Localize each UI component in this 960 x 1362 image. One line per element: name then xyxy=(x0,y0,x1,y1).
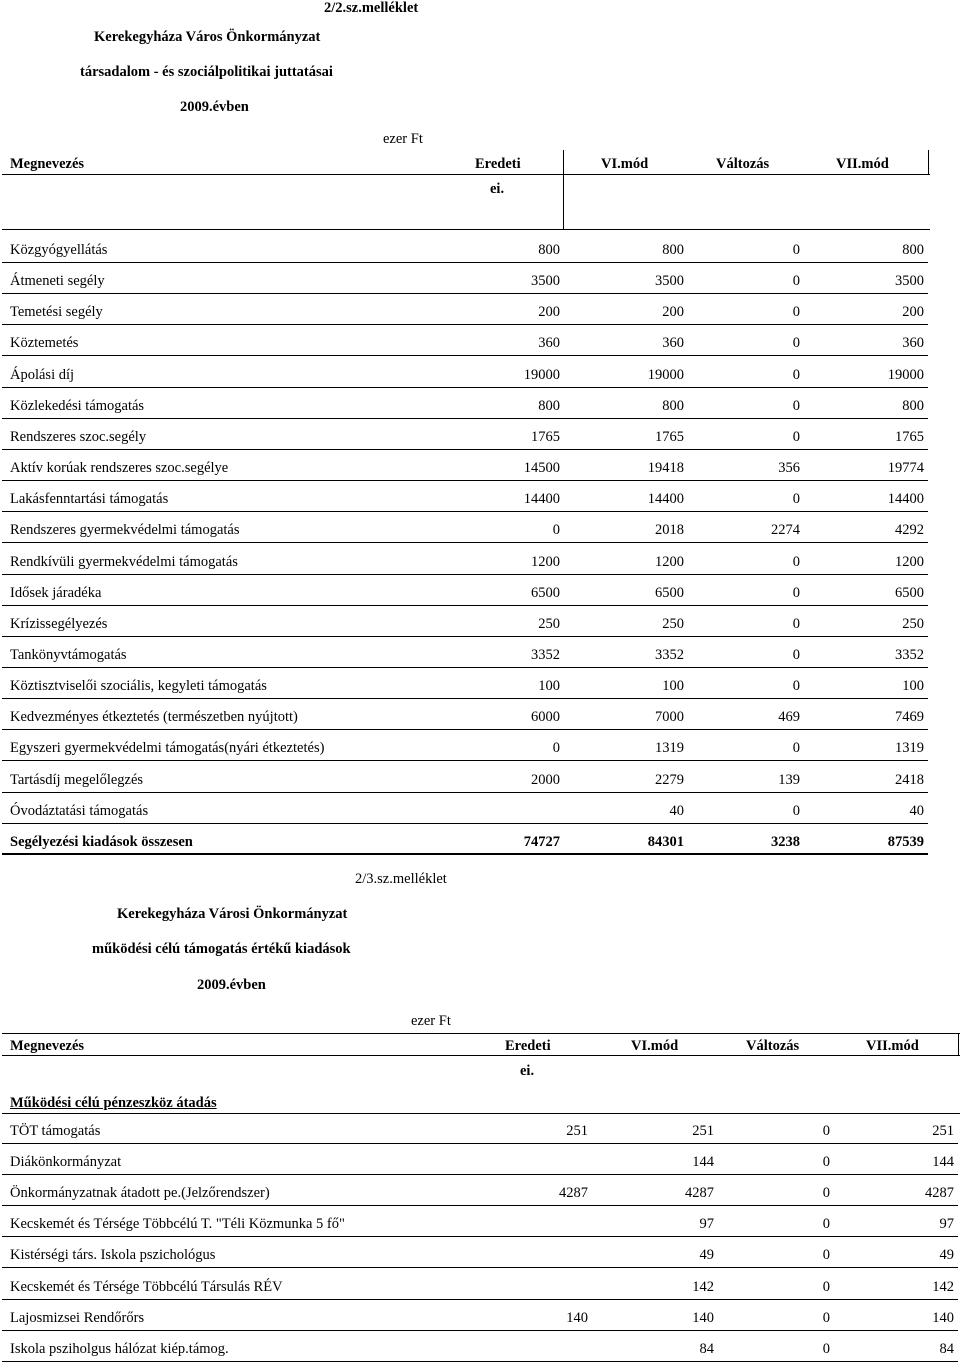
cell-mod6: 3500 xyxy=(655,273,684,290)
cell-mod6: 100 xyxy=(662,678,684,695)
cell-mod6: 250 xyxy=(662,615,684,632)
row-rule xyxy=(2,293,928,294)
unit-label-1: ezer Ft xyxy=(383,131,423,147)
table-row xyxy=(8,362,928,388)
cell-change: 0 xyxy=(792,366,800,383)
cell-mod6: 84301 xyxy=(647,833,684,850)
cell-mod6: 6500 xyxy=(655,584,684,601)
cell-orig: 3500 xyxy=(531,273,560,290)
table-row xyxy=(8,767,928,793)
cell-orig: 14500 xyxy=(523,460,560,477)
row-name: Diákönkormányzat xyxy=(10,1154,122,1171)
cell-orig: 6500 xyxy=(531,584,560,601)
cell-mod6: 7000 xyxy=(655,709,684,726)
row-rule xyxy=(2,418,928,419)
cell-change: 0 xyxy=(822,1216,830,1233)
cell-mod7: 1765 xyxy=(895,428,924,445)
cell-mod6: 4287 xyxy=(685,1185,714,1202)
cell-change: 0 xyxy=(822,1123,830,1139)
row-rule xyxy=(2,853,928,855)
cell-change: 0 xyxy=(822,1309,830,1326)
row-rule xyxy=(2,1299,958,1300)
cell-change: 0 xyxy=(822,1154,830,1171)
cell-mod7: 1319 xyxy=(895,740,924,757)
cell-change: 0 xyxy=(792,615,800,632)
row-rule xyxy=(2,792,928,793)
header-change: Változás xyxy=(716,156,770,172)
section-rule xyxy=(2,1113,960,1114)
row-rule xyxy=(2,1143,958,1144)
unit-label-2: ezer Ft xyxy=(411,1013,451,1029)
row-rule xyxy=(2,636,928,637)
cell-change: 0 xyxy=(792,740,800,757)
row-name: Egyszeri gyermekvédelmi támogatás(nyári étkeztetés) xyxy=(10,740,325,757)
cell-change: 0 xyxy=(822,1340,830,1357)
table-row xyxy=(8,673,928,699)
row-rule xyxy=(2,1174,958,1175)
row-rule xyxy=(2,667,928,668)
cell-change: 0 xyxy=(792,242,800,258)
row-name: Közgyógyellátás xyxy=(10,242,108,258)
table-row xyxy=(8,642,928,668)
table-row xyxy=(8,268,928,294)
cell-mod7: 800 xyxy=(902,397,924,414)
cell-mod6: 1200 xyxy=(655,553,684,570)
cell-mod6: 800 xyxy=(662,397,684,414)
cell-mod7: 144 xyxy=(932,1154,954,1171)
row-rule xyxy=(2,698,928,699)
cell-mod7: 142 xyxy=(932,1278,954,1295)
total-row xyxy=(8,829,928,855)
cell-orig: 2000 xyxy=(531,771,560,788)
cell-orig: 14400 xyxy=(523,491,560,508)
row-name: Lajosmizsei Rendőrőrs xyxy=(10,1309,145,1326)
cell-mod6: 2279 xyxy=(655,771,684,788)
row-rule xyxy=(2,760,928,761)
table-row xyxy=(8,1180,958,1206)
row-name: Rendszeres szoc.segély xyxy=(10,428,147,445)
header-divider-right xyxy=(928,150,929,174)
row-rule xyxy=(2,511,928,512)
row-rule xyxy=(2,542,928,543)
cell-orig: 3352 xyxy=(531,646,560,663)
cell-mod7: 4292 xyxy=(895,522,924,539)
table-row xyxy=(8,1274,958,1300)
cell-orig: 1200 xyxy=(531,553,560,570)
table-row xyxy=(8,486,928,512)
cell-change: 0 xyxy=(792,678,800,695)
header-original: Eredeti xyxy=(505,1038,551,1054)
cell-mod7: 100 xyxy=(902,678,924,695)
cell-mod7: 251 xyxy=(932,1123,954,1139)
header-divider-right xyxy=(958,1033,959,1055)
cell-change: 3238 xyxy=(771,833,800,850)
header-bottom-rule xyxy=(2,229,930,230)
year-1: 2009.évben xyxy=(180,99,249,115)
cell-mod6: 49 xyxy=(699,1247,714,1264)
header-name: Megnevezés xyxy=(10,1038,85,1054)
cell-mod6: 19000 xyxy=(647,366,684,383)
row-name: Köztisztviselői szociális, kegyleti támogatás xyxy=(10,678,267,695)
row-name: Aktív korúak rendszeres szoc.segélye xyxy=(10,460,229,477)
header-mod6: VI.mód xyxy=(601,156,649,172)
row-rule xyxy=(2,449,928,450)
header-top-rule xyxy=(2,1033,960,1034)
cell-orig: 100 xyxy=(538,678,560,695)
cell-orig: 800 xyxy=(538,397,560,414)
table-row xyxy=(8,1305,958,1331)
cell-orig: 74727 xyxy=(523,833,560,850)
cell-orig: 360 xyxy=(538,335,560,352)
cell-mod7: 14400 xyxy=(887,491,924,508)
header-change: Változás xyxy=(746,1038,800,1054)
table-row xyxy=(8,798,928,824)
annex-label-2: 2/3.sz.melléklet xyxy=(355,871,447,887)
header-original-ei: ei. xyxy=(490,181,505,197)
row-name: Segélyezési kiadások összesen xyxy=(10,833,193,850)
cell-mod7: 97 xyxy=(939,1216,954,1233)
cell-change: 0 xyxy=(822,1278,830,1295)
cell-change: 0 xyxy=(792,273,800,290)
row-name: Óvodáztatási támogatás xyxy=(10,802,149,819)
table-row xyxy=(8,299,928,325)
cell-mod6: 1765 xyxy=(655,428,684,445)
cell-mod7: 19000 xyxy=(887,366,924,383)
cell-change: 0 xyxy=(792,335,800,352)
cell-mod6: 360 xyxy=(662,335,684,352)
row-name: Köztemetés xyxy=(10,335,79,352)
cell-change: 0 xyxy=(792,802,800,819)
cell-mod7: 19774 xyxy=(887,460,924,477)
row-rule xyxy=(2,1330,958,1331)
cell-mod7: 7469 xyxy=(895,709,924,726)
row-name: Ápolási díj xyxy=(10,366,75,383)
cell-change: 0 xyxy=(792,397,800,414)
cell-mod7: 200 xyxy=(902,304,924,321)
row-name: Iskola psziholgus hálózat kiép.támog. xyxy=(10,1340,229,1357)
cell-change: 0 xyxy=(822,1185,830,1202)
row-name: Tartásdíj megelőlegzés xyxy=(10,771,144,788)
row-rule xyxy=(2,574,928,575)
cell-orig: 800 xyxy=(538,242,560,258)
cell-mod7: 1200 xyxy=(895,553,924,570)
row-name: Krízissegélyezés xyxy=(10,615,108,632)
cell-mod6: 84 xyxy=(699,1340,714,1357)
cell-change: 0 xyxy=(792,553,800,570)
cell-orig: 19000 xyxy=(523,366,560,383)
cell-mod7: 140 xyxy=(932,1309,954,1326)
row-rule xyxy=(2,480,928,481)
cell-orig: 200 xyxy=(538,304,560,321)
cell-orig: 140 xyxy=(566,1309,588,1326)
org-title-1: Kerekegyháza Város Önkormányzat xyxy=(94,29,321,45)
subtitle-1: társadalom - és szociálpolitikai juttatásai xyxy=(80,64,333,80)
row-rule xyxy=(2,262,928,263)
row-name: Rendszeres gyermekvédelmi támogatás xyxy=(10,522,240,539)
row-name: TÖT támogatás xyxy=(10,1123,101,1139)
header-rule xyxy=(2,1055,960,1056)
cell-orig: 0 xyxy=(552,740,560,757)
table-row xyxy=(8,1211,958,1237)
cell-mod7: 40 xyxy=(909,802,924,819)
cell-mod7: 800 xyxy=(902,242,924,258)
year-2: 2009.évben xyxy=(197,977,266,993)
annex-label-1: 2/2.sz.melléklet xyxy=(324,0,419,16)
table-row xyxy=(8,393,928,419)
row-name: Lakásfenntartási támogatás xyxy=(10,491,169,508)
cell-change: 0 xyxy=(822,1247,830,1264)
table-row xyxy=(8,237,928,263)
cell-mod7: 84 xyxy=(939,1340,954,1357)
cell-change: 2274 xyxy=(771,522,800,539)
row-rule xyxy=(2,1236,958,1237)
cell-change: 0 xyxy=(792,584,800,601)
row-name: Átmeneti segély xyxy=(10,273,105,290)
row-rule xyxy=(2,729,928,730)
header-mod7: VII.mód xyxy=(866,1038,919,1054)
table-row xyxy=(8,455,928,481)
row-name: Idősek járadéka xyxy=(10,584,102,601)
cell-mod6: 800 xyxy=(662,242,684,258)
row-name: Önkormányzatnak átadott pe.(Jelzőrendszer) xyxy=(10,1185,270,1202)
row-name: Kecskemét és Térsége Többcélú Társulás RÉV xyxy=(10,1278,283,1295)
cell-mod7: 6500 xyxy=(895,584,924,601)
row-name: Kistérségi társ. Iskola pszichológus xyxy=(10,1247,216,1264)
row-rule xyxy=(2,1267,958,1268)
row-name: Kecskemét és Térsége Többcélú T. "Téli Közmunka 5 fő" xyxy=(10,1216,345,1233)
cell-orig: 251 xyxy=(566,1123,588,1139)
table-row xyxy=(8,330,928,356)
cell-change: 0 xyxy=(792,428,800,445)
cell-orig: 6000 xyxy=(531,709,560,726)
cell-mod6: 19418 xyxy=(647,460,684,477)
table-row xyxy=(8,549,928,575)
header-rule xyxy=(2,174,930,175)
cell-change: 356 xyxy=(778,460,800,477)
org-title-2: Kerekegyháza Városi Önkormányzat xyxy=(117,906,348,922)
cell-mod7: 49 xyxy=(939,1247,954,1264)
row-rule xyxy=(2,1205,958,1206)
row-rule xyxy=(2,823,928,824)
cell-orig: 0 xyxy=(552,522,560,539)
table-row xyxy=(8,424,928,450)
table-row xyxy=(8,517,928,543)
header-divider xyxy=(563,150,564,230)
row-rule xyxy=(2,324,928,325)
row-name: Temetési segély xyxy=(10,304,103,321)
cell-mod7: 4287 xyxy=(925,1185,954,1202)
cell-mod6: 14400 xyxy=(647,491,684,508)
cell-change: 0 xyxy=(792,491,800,508)
cell-mod6: 2018 xyxy=(655,522,684,539)
table-row xyxy=(8,1118,958,1144)
subtitle-2: működési célú támogatás értékű kiadások xyxy=(92,941,351,957)
row-rule xyxy=(2,355,928,356)
cell-mod6: 200 xyxy=(662,304,684,321)
header-original-ei: ei. xyxy=(520,1063,535,1079)
cell-change: 469 xyxy=(778,709,800,726)
cell-mod6: 1319 xyxy=(655,740,684,757)
cell-mod6: 251 xyxy=(692,1123,714,1139)
header-name: Megnevezés xyxy=(10,156,85,172)
table-row xyxy=(8,1336,958,1362)
cell-mod7: 250 xyxy=(902,615,924,632)
cell-mod7: 360 xyxy=(902,335,924,352)
table-row xyxy=(8,735,928,761)
row-name: Kedvezményes étkeztetés (természetben nyújtott) xyxy=(10,709,298,726)
header-mod6: VI.mód xyxy=(631,1038,679,1054)
cell-mod7: 3500 xyxy=(895,273,924,290)
cell-mod6: 97 xyxy=(699,1216,714,1233)
cell-mod6: 142 xyxy=(692,1278,714,1295)
row-name: Rendkívüli gyermekvédelmi támogatás xyxy=(10,553,238,570)
table-row xyxy=(8,1149,958,1175)
cell-mod6: 140 xyxy=(692,1309,714,1326)
row-name: Tankönyvtámogatás xyxy=(10,646,127,663)
cell-orig: 250 xyxy=(538,615,560,632)
table-row xyxy=(8,611,928,637)
cell-mod6: 144 xyxy=(692,1154,714,1171)
cell-change: 0 xyxy=(792,304,800,321)
cell-mod7: 2418 xyxy=(895,771,924,788)
cell-change: 139 xyxy=(778,771,800,788)
row-rule xyxy=(2,387,928,388)
cell-change: 0 xyxy=(792,646,800,663)
cell-mod6: 3352 xyxy=(655,646,684,663)
row-rule xyxy=(2,605,928,606)
header-mod7: VII.mód xyxy=(836,156,889,172)
cell-mod6: 40 xyxy=(669,802,684,819)
table-row xyxy=(8,1242,958,1268)
cell-mod7: 3352 xyxy=(895,646,924,663)
header-original: Eredeti xyxy=(475,156,521,172)
cell-orig: 1765 xyxy=(531,428,560,445)
table-row xyxy=(8,580,928,606)
row-name: Közlekedési támogatás xyxy=(10,397,145,414)
cell-mod7: 87539 xyxy=(887,833,924,850)
table-row xyxy=(8,704,928,730)
section-title: Működési célú pénzeszköz átadás xyxy=(10,1095,217,1111)
cell-orig: 4287 xyxy=(559,1185,588,1202)
